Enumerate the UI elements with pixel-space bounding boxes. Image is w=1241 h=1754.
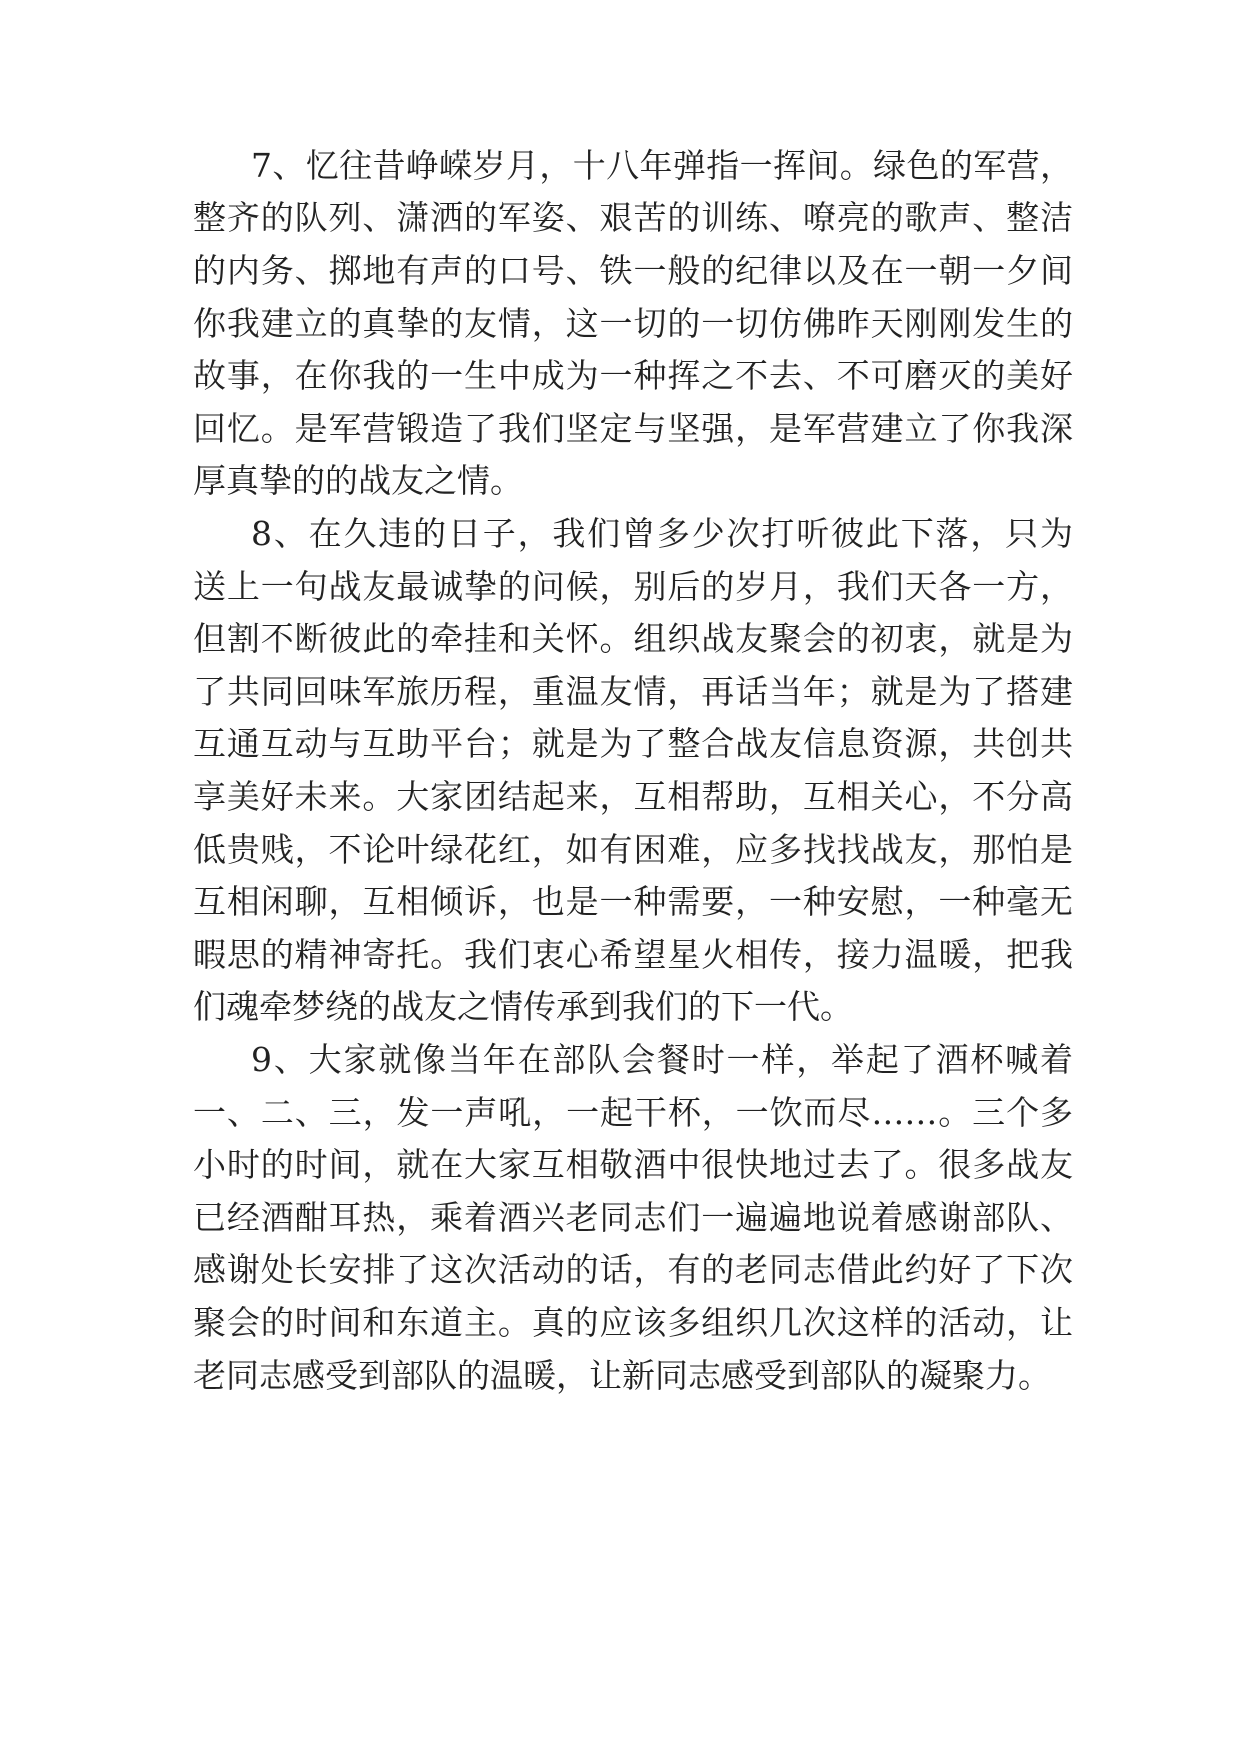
- paragraph-line: 8、在久违的日子，我们曾多少次打听彼此下落，只为: [251, 514, 1073, 553]
- paragraph-line: 互通互动与互助平台；就是为了整合战友信息资源，共创共: [193, 724, 1073, 763]
- paragraph-line: 聚会的时间和东道主。真的应该多组织几次这样的活动，让: [193, 1303, 1073, 1342]
- paragraph-line: 厚真挚的的战友之情。: [193, 461, 523, 500]
- paragraph-line: 互相闲聊，互相倾诉，也是一种需要，一种安慰，一种毫无: [193, 882, 1073, 921]
- paragraph-line: 7、忆往昔峥嵘岁月，十八年弹指一挥间。绿色的军营，: [251, 146, 1073, 185]
- paragraph-line: 了共同回味军旅历程，重温友情，再话当年；就是为了搭建: [193, 672, 1073, 711]
- paragraph-line: 暇思的精神寄托。我们衷心希望星火相传，接力温暖，把我: [193, 935, 1073, 974]
- paragraph-line: 送上一句战友最诚挚的问候，别后的岁月，我们天各一方，: [193, 567, 1073, 606]
- paragraph-line: 但割不断彼此的牵挂和关怀。组织战友聚会的初衷，就是为: [193, 619, 1073, 658]
- paragraph-line: 你我建立的真挚的友情，这一切的一切仿佛昨天刚刚发生的: [193, 304, 1073, 343]
- paragraph-line: 们魂牵梦绕的战友之情传承到我们的下一代。: [193, 987, 853, 1026]
- paragraph-line: 享美好未来。大家团结起来，互相帮助，互相关心，不分高: [193, 777, 1073, 816]
- paragraph-line: 回忆。是军营锻造了我们坚定与坚强，是军营建立了你我深: [193, 409, 1073, 448]
- paragraph-line: 9、大家就像当年在部队会餐时一样，举起了酒杯喊着: [251, 1040, 1073, 1079]
- paragraph-line: 小时的时间，就在大家互相敬酒中很快地过去了。很多战友: [193, 1145, 1073, 1184]
- paragraph-line: 故事，在你我的一生中成为一种挥之不去、不可磨灭的美好: [193, 356, 1073, 395]
- paragraph-line: 的内务、掷地有声的口号、铁一般的纪律以及在一朝一夕间: [193, 251, 1073, 290]
- paragraph-line: 已经酒酣耳热，乘着酒兴老同志们一遍遍地说着感谢部队、: [193, 1198, 1073, 1237]
- paragraph-line: 老同志感受到部队的温暖，让新同志感受到部队的凝聚力。: [193, 1356, 1051, 1395]
- paragraph-line: 一、二、三，发一声吼，一起干杯，一饮而尽……。三个多: [193, 1093, 1073, 1132]
- paragraph-line: 低贵贱，不论叶绿花红，如有困难，应多找找战友，那怕是: [193, 830, 1073, 869]
- paragraph-line: 整齐的队列、潇洒的军姿、艰苦的训练、嘹亮的歌声、整洁: [193, 198, 1073, 237]
- paragraph-line: 感谢处长安排了这次活动的话，有的老同志借此约好了下次: [193, 1250, 1073, 1289]
